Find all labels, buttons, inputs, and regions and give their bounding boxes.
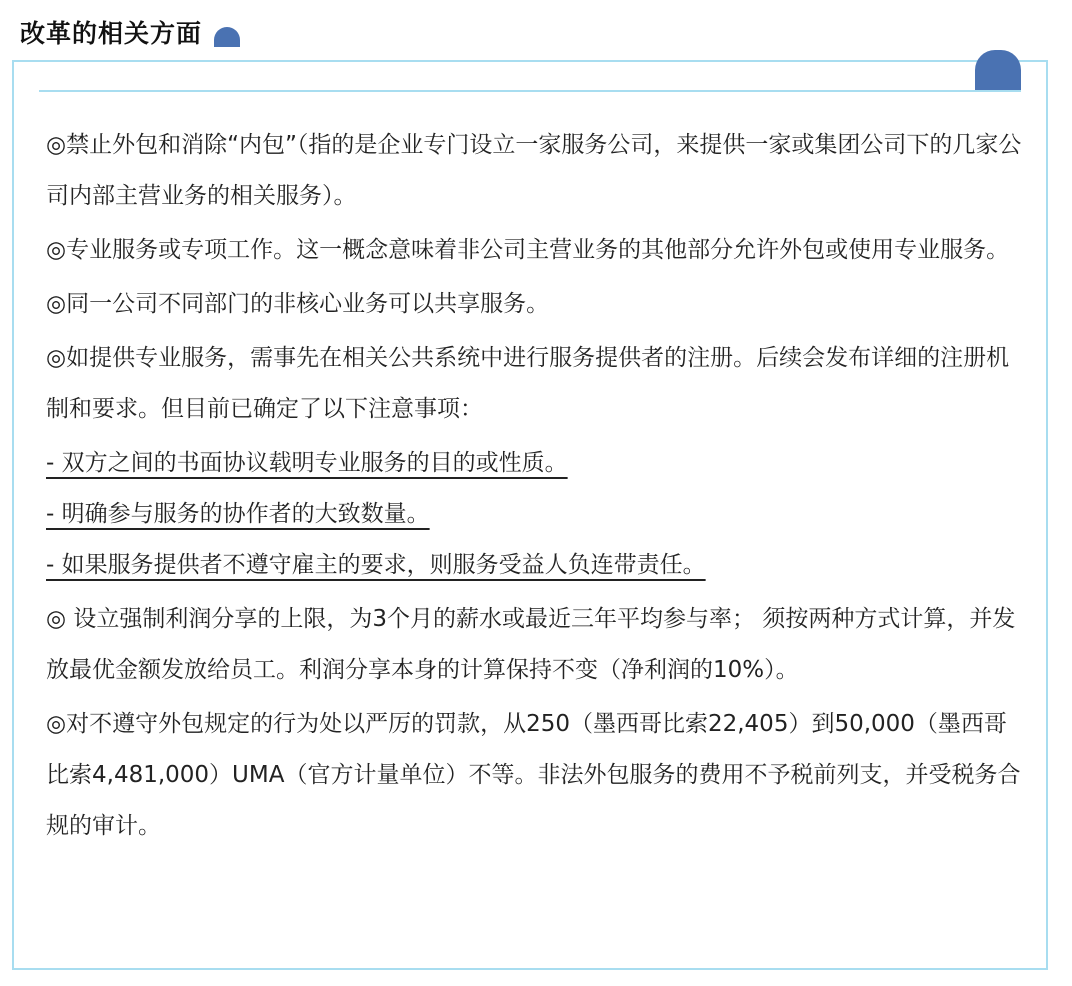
content-panel [12, 60, 1048, 970]
sub-item-collaborator-count: - 明确参与服务的协作者的大致数量。 [46, 501, 430, 527]
list-item [46, 489, 1026, 540]
paragraph-profit-sharing: ◎ 设立强制利润分享的上限，为3个月的薪水或最近三年平均参与率； 须按两种方式计算，并发放最优金额发放给员工。利润分享本身的计算保持不变（净利润的10%）。 [46, 606, 1016, 683]
panel-content [46, 120, 1026, 855]
paragraph-specialized-services: ◎专业服务或专项工作。这一概念意味着非公司主营业务的其他部分允许外包或使用专业服务。 [46, 237, 1010, 263]
panel-tab-decoration [975, 50, 1021, 90]
section-header [20, 14, 240, 50]
list-item [46, 438, 1026, 489]
sub-item-written-agreement: - 双方之间的书面协议载明专业服务的目的或性质。 [46, 450, 568, 476]
sub-item-joint-liability: - 如果服务提供者不遵守雇主的要求，则服务受益人负连带责任。 [46, 552, 706, 578]
title-tab-decoration [214, 27, 240, 47]
paragraph-registration: ◎如提供专业服务，需事先在相关公共系统中进行服务提供者的注册。后续会发布详细的注册机制和要求。但目前已确定了以下注意事项： [46, 345, 1010, 422]
panel-divider-line [39, 90, 1021, 92]
paragraph-shared-services: ◎同一公司不同部门的非核心业务可以共享服务。 [46, 291, 550, 317]
paragraph-outsourcing-ban: ◎禁止外包和消除“内包”（指的是企业专门设立一家服务公司，来提供一家或集团公司下的几家公司内部主营业务的相关服务）。 [46, 132, 1022, 209]
section-title: 改革的相关方面 [20, 19, 203, 48]
list-item [46, 540, 1026, 591]
paragraph-penalties: ◎对不遵守外包规定的行为处以严厉的罚款，从250（墨西哥比索22,405）到50,000（墨西哥比索4,481,000）UMA（官方计量单位）不等。非法外包服务的费用不予税前列支，并受税务合规的审计。 [46, 711, 1021, 839]
